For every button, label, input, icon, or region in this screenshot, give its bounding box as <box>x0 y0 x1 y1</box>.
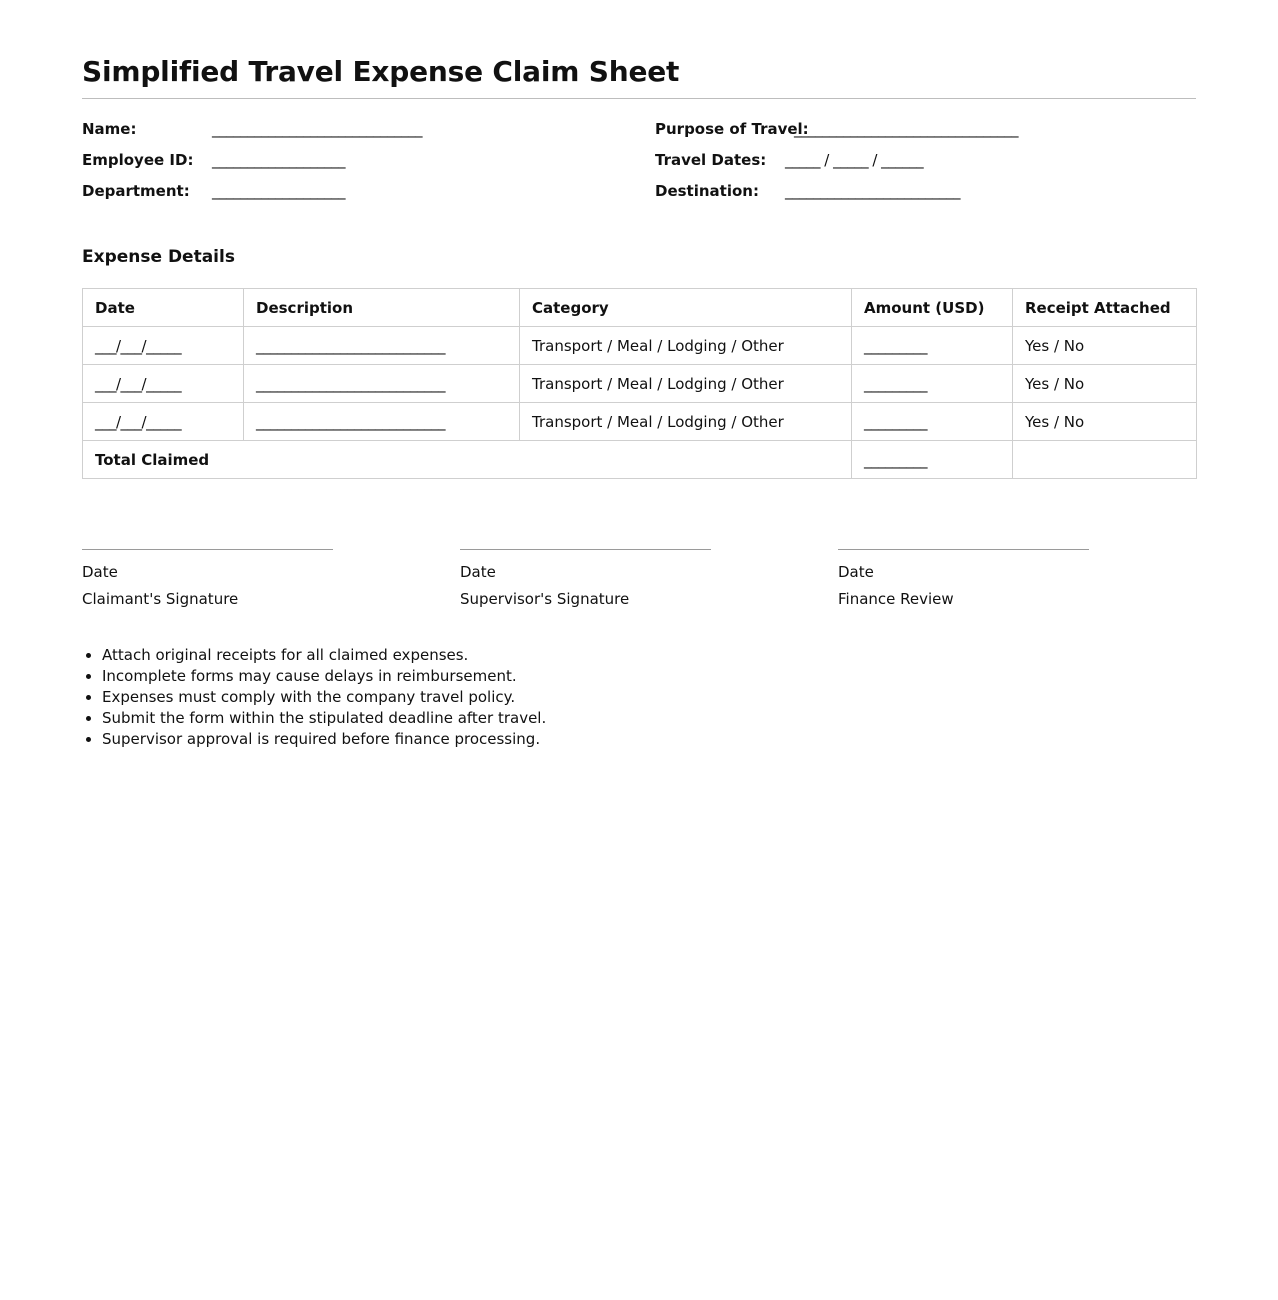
notes-list <box>82 645 546 750</box>
signature-line[interactable] <box>460 549 711 550</box>
column-header-description: Description <box>244 289 520 327</box>
category-cell[interactable]: Transport / Meal / Lodging / Other <box>520 365 852 403</box>
description-cell[interactable]: ___________________________ <box>244 327 520 365</box>
travel-dates-label: Travel Dates: <box>655 151 767 169</box>
signature-line[interactable] <box>82 549 333 550</box>
claimant-signature-block[interactable] <box>82 549 333 609</box>
list-item: • Incomplete forms may cause delays in reimbursement. <box>102 666 546 687</box>
total-row <box>83 441 1197 479</box>
list-item: • Attach original receipts for all claimed expenses. <box>102 645 546 666</box>
amount-cell[interactable]: _________ <box>852 365 1013 403</box>
signature-date-label: Date <box>838 563 874 581</box>
description-cell[interactable]: ___________________________ <box>244 403 520 441</box>
total-receipt-cell <box>1013 441 1197 479</box>
total-amount-cell[interactable]: _________ <box>852 441 1013 479</box>
supervisor-signature-block[interactable] <box>460 549 711 609</box>
column-header-date: Date <box>83 289 244 327</box>
category-cell[interactable]: Transport / Meal / Lodging / Other <box>520 403 852 441</box>
receipt-cell[interactable]: Yes / No <box>1013 403 1197 441</box>
date-cell[interactable]: ___/___/_____ <box>83 365 244 403</box>
name-input-line[interactable]: ______________________________ <box>212 120 422 138</box>
travel-dates-input-line[interactable]: _____ / _____ / ______ <box>785 151 924 169</box>
signature-line[interactable] <box>838 549 1089 550</box>
title-divider <box>82 98 1196 99</box>
amount-cell[interactable]: _________ <box>852 403 1013 441</box>
department-input-line[interactable]: ___________________ <box>212 182 345 200</box>
list-item: • Expenses must comply with the company travel policy. <box>102 687 546 708</box>
purpose-input-line[interactable]: ________________________________ <box>794 120 1018 138</box>
column-header-receipt: Receipt Attached <box>1013 289 1197 327</box>
date-cell[interactable]: ___/___/_____ <box>83 327 244 365</box>
destination-label: Destination: <box>655 182 759 200</box>
date-cell[interactable]: ___/___/_____ <box>83 403 244 441</box>
signature-date-label: Date <box>460 563 496 581</box>
page-title: Simplified Travel Expense Claim Sheet <box>82 55 680 88</box>
description-cell[interactable]: ___________________________ <box>244 365 520 403</box>
column-header-category: Category <box>520 289 852 327</box>
table-row <box>83 403 1197 441</box>
list-item: • Supervisor approval is required before finance processing. <box>102 729 546 750</box>
signature-label: Supervisor's Signature <box>460 590 630 608</box>
amount-cell[interactable]: _________ <box>852 327 1013 365</box>
expense-table <box>82 288 1197 479</box>
name-label: Name: <box>82 120 137 138</box>
employee-id-label: Employee ID: <box>82 151 194 169</box>
list-item: • Submit the form within the stipulated deadline after travel. <box>102 708 546 729</box>
signature-label: Claimant's Signature <box>82 590 239 608</box>
expense-details-heading: Expense Details <box>82 247 235 267</box>
signature-date-label: Date <box>82 563 118 581</box>
purpose-label: Purpose of Travel: <box>655 120 809 138</box>
table-row <box>83 327 1197 365</box>
column-header-amount: Amount (USD) <box>852 289 1013 327</box>
finance-review-block[interactable] <box>838 549 1089 609</box>
department-label: Department: <box>82 182 190 200</box>
receipt-cell[interactable]: Yes / No <box>1013 327 1197 365</box>
receipt-cell[interactable]: Yes / No <box>1013 365 1197 403</box>
signature-label: Finance Review <box>838 590 954 608</box>
destination-input-line[interactable]: _________________________ <box>785 182 960 200</box>
table-row <box>83 365 1197 403</box>
total-claimed-label: Total Claimed <box>83 441 852 479</box>
table-header-row <box>83 289 1197 327</box>
employee-id-input-line[interactable]: ___________________ <box>212 151 345 169</box>
category-cell[interactable]: Transport / Meal / Lodging / Other <box>520 327 852 365</box>
